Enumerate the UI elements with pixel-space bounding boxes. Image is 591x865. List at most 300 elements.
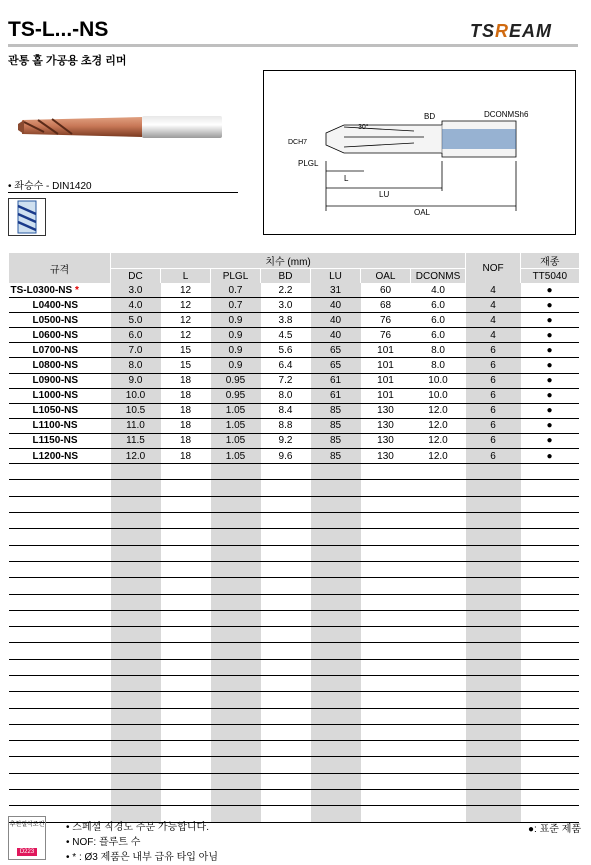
empty-cell xyxy=(411,513,466,529)
row-code xyxy=(9,328,111,343)
table-row xyxy=(9,298,579,313)
empty-cell xyxy=(211,790,261,806)
cell-plgl: 0.9 xyxy=(211,358,261,373)
empty-cell xyxy=(161,741,211,757)
cell-nof: 4 xyxy=(466,298,521,313)
empty-cell xyxy=(466,806,521,822)
row-code-text: L1050-NS xyxy=(32,405,79,417)
empty-cell xyxy=(161,529,211,545)
empty-cell xyxy=(521,741,579,757)
empty-cell xyxy=(111,675,161,691)
empty-cell xyxy=(411,724,466,740)
row-code-text: L1000-NS xyxy=(32,390,79,402)
table-row xyxy=(9,741,579,757)
table-row xyxy=(9,724,579,740)
empty-cell xyxy=(161,773,211,789)
empty-cell xyxy=(521,659,579,675)
table-row xyxy=(9,773,579,789)
cell-bd: 3.8 xyxy=(261,313,311,328)
empty-cell xyxy=(466,692,521,708)
cell-plgl: 1.05 xyxy=(211,403,261,418)
empty-cell xyxy=(161,480,211,496)
cell-nof: 6 xyxy=(466,403,521,418)
cell-plgl: 0.7 xyxy=(211,283,261,298)
empty-cell xyxy=(466,643,521,659)
empty-cell xyxy=(261,773,311,789)
cell-lu: 85 xyxy=(311,403,361,418)
cell-dconms: 10.0 xyxy=(411,373,466,388)
cell-dconms: 12.0 xyxy=(411,449,466,464)
empty-cell xyxy=(161,790,211,806)
cell-dconms: 6.0 xyxy=(411,328,466,343)
empty-cell xyxy=(466,741,521,757)
empty-cell xyxy=(411,464,466,480)
cell-oal: 68 xyxy=(361,298,411,313)
cell-dc: 9.0 xyxy=(111,373,161,388)
empty-cell xyxy=(311,773,361,789)
cell-dc: 11.0 xyxy=(111,418,161,433)
empty-cell xyxy=(411,545,466,561)
cell-bd: 4.5 xyxy=(261,328,311,343)
table-row xyxy=(9,610,579,626)
table-row xyxy=(9,594,579,610)
empty-cell xyxy=(261,480,311,496)
empty-cell xyxy=(161,675,211,691)
l-label: L xyxy=(344,174,349,183)
empty-cell xyxy=(466,627,521,643)
empty-cell xyxy=(261,757,311,773)
empty-cell xyxy=(311,659,361,675)
empty-cell xyxy=(411,757,466,773)
empty-cell xyxy=(521,561,579,577)
empty-cell xyxy=(521,545,579,561)
empty-cell xyxy=(521,692,579,708)
row-code-text: L0800-NS xyxy=(32,360,79,372)
cell-l: 12 xyxy=(161,328,211,343)
cell-dconms: 10.0 xyxy=(411,388,466,403)
empty-cell xyxy=(9,675,111,691)
empty-cell xyxy=(311,643,361,659)
cell-lu: 40 xyxy=(311,328,361,343)
empty-cell xyxy=(466,659,521,675)
empty-cell xyxy=(211,773,261,789)
empty-cell xyxy=(361,790,411,806)
empty-cell xyxy=(111,561,161,577)
oal-label: OAL xyxy=(414,208,431,217)
cell-plgl: 0.95 xyxy=(211,373,261,388)
empty-cell xyxy=(411,529,466,545)
cell-standard: ● xyxy=(521,418,579,433)
empty-cell xyxy=(111,659,161,675)
cell-bd: 3.0 xyxy=(261,298,311,313)
empty-cell xyxy=(211,806,261,822)
grade-column-header: 재종 xyxy=(521,253,579,269)
empty-cell xyxy=(521,790,579,806)
empty-cell xyxy=(311,529,361,545)
empty-cell xyxy=(311,757,361,773)
empty-cell xyxy=(211,480,261,496)
row-code-text: L1100-NS xyxy=(32,420,78,432)
cell-lu: 40 xyxy=(311,298,361,313)
angle-label: 30° xyxy=(358,124,369,131)
cell-bd: 7.2 xyxy=(261,373,311,388)
empty-cell xyxy=(361,545,411,561)
nof-column-header: NOF xyxy=(466,253,521,283)
empty-cell xyxy=(211,675,261,691)
empty-cell xyxy=(361,757,411,773)
empty-cell xyxy=(161,513,211,529)
empty-cell xyxy=(161,496,211,512)
empty-cell xyxy=(261,806,311,822)
empty-cell xyxy=(411,480,466,496)
empty-cell xyxy=(111,513,161,529)
empty-cell xyxy=(111,496,161,512)
empty-cell xyxy=(361,464,411,480)
cutting-conditions-label: 추천절삭조건 xyxy=(9,822,45,828)
empty-cell xyxy=(161,464,211,480)
empty-cell xyxy=(9,659,111,675)
cell-oal: 101 xyxy=(361,358,411,373)
empty-cell xyxy=(9,561,111,577)
empty-cell xyxy=(111,594,161,610)
empty-cell xyxy=(311,578,361,594)
empty-cell xyxy=(111,741,161,757)
cell-plgl: 0.95 xyxy=(211,388,261,403)
row-code xyxy=(9,433,111,448)
empty-cell xyxy=(161,708,211,724)
table-row xyxy=(9,403,579,418)
empty-cell xyxy=(261,496,311,512)
cell-standard: ● xyxy=(521,328,579,343)
empty-cell xyxy=(111,464,161,480)
empty-cell xyxy=(211,692,261,708)
empty-cell xyxy=(411,496,466,512)
cell-l: 18 xyxy=(161,418,211,433)
table-row xyxy=(9,561,579,577)
empty-cell xyxy=(311,692,361,708)
empty-cell xyxy=(9,773,111,789)
row-code xyxy=(9,358,111,373)
empty-cell xyxy=(361,643,411,659)
row-code-text: L1200-NS xyxy=(32,450,79,462)
empty-cell xyxy=(311,708,361,724)
empty-cell xyxy=(311,496,361,512)
empty-cell xyxy=(9,578,111,594)
cell-oal: 60 xyxy=(361,283,411,298)
column-header-plgl: PLGL xyxy=(211,269,261,284)
grade-value-header: TT5040 xyxy=(521,269,579,284)
cell-standard: ● xyxy=(521,298,579,313)
empty-cell xyxy=(161,594,211,610)
empty-cell xyxy=(466,757,521,773)
empty-cell xyxy=(311,806,361,822)
empty-cell xyxy=(466,773,521,789)
empty-cell xyxy=(211,464,261,480)
empty-cell xyxy=(9,692,111,708)
cell-l: 12 xyxy=(161,298,211,313)
cell-nof: 6 xyxy=(466,343,521,358)
cell-nof: 6 xyxy=(466,433,521,448)
cell-lu: 61 xyxy=(311,373,361,388)
table-row xyxy=(9,418,579,433)
cell-lu: 85 xyxy=(311,433,361,448)
empty-cell xyxy=(466,724,521,740)
row-code xyxy=(9,388,111,403)
empty-cell xyxy=(261,643,311,659)
page-subtitle: 관통 홀 가공용 초경 리머 xyxy=(8,55,127,67)
empty-cell xyxy=(211,627,261,643)
empty-cell xyxy=(411,561,466,577)
empty-cell xyxy=(9,643,111,659)
empty-cell xyxy=(411,806,466,822)
row-code xyxy=(9,283,111,298)
empty-cell xyxy=(361,724,411,740)
empty-cell xyxy=(311,627,361,643)
cell-dconms: 12.0 xyxy=(411,433,466,448)
spec-table xyxy=(8,253,579,823)
empty-cell xyxy=(411,692,466,708)
empty-cell xyxy=(161,610,211,626)
logo-part: R xyxy=(495,21,510,41)
empty-cell xyxy=(211,513,261,529)
empty-cell xyxy=(361,627,411,643)
cell-plgl: 1.05 xyxy=(211,449,261,464)
empty-cell xyxy=(111,545,161,561)
empty-cell xyxy=(9,724,111,740)
empty-cell xyxy=(521,513,579,529)
empty-cell xyxy=(411,773,466,789)
cell-oal: 101 xyxy=(361,388,411,403)
empty-cell xyxy=(9,496,111,512)
empty-cell xyxy=(161,659,211,675)
empty-cell xyxy=(111,790,161,806)
spec-column-header: 규격 xyxy=(9,253,111,283)
cell-nof: 6 xyxy=(466,449,521,464)
empty-cell xyxy=(161,643,211,659)
cell-nof: 4 xyxy=(466,313,521,328)
cell-l: 12 xyxy=(161,313,211,328)
empty-cell xyxy=(411,643,466,659)
empty-cell xyxy=(211,708,261,724)
cutting-conditions-box xyxy=(8,816,46,860)
empty-cell xyxy=(521,643,579,659)
empty-cell xyxy=(211,496,261,512)
empty-cell xyxy=(466,594,521,610)
empty-cell xyxy=(311,480,361,496)
bd-label: BD xyxy=(424,112,436,121)
empty-cell xyxy=(361,741,411,757)
cell-dc: 10.0 xyxy=(111,388,161,403)
row-star-mark: * xyxy=(74,284,79,296)
empty-cell xyxy=(9,790,111,806)
empty-cell xyxy=(411,790,466,806)
empty-cell xyxy=(161,627,211,643)
empty-cell xyxy=(261,659,311,675)
table-row xyxy=(9,373,579,388)
row-code xyxy=(9,449,111,464)
cell-oal: 130 xyxy=(361,403,411,418)
cell-nof: 6 xyxy=(466,388,521,403)
empty-cell xyxy=(521,529,579,545)
empty-cell xyxy=(111,627,161,643)
cell-bd: 9.6 xyxy=(261,449,311,464)
row-code-text: L0400-NS xyxy=(32,299,79,311)
table-row xyxy=(9,708,579,724)
empty-cell xyxy=(261,724,311,740)
cell-oal: 130 xyxy=(361,418,411,433)
logo-part: TS xyxy=(470,21,496,41)
cell-standard: ● xyxy=(521,403,579,418)
empty-cell xyxy=(9,610,111,626)
footer-note: • NOF: 플루트 수 xyxy=(66,837,141,848)
empty-cell xyxy=(9,480,111,496)
cell-plgl: 0.9 xyxy=(211,313,261,328)
empty-cell xyxy=(311,464,361,480)
empty-cell xyxy=(521,675,579,691)
cell-l: 18 xyxy=(161,373,211,388)
empty-cell xyxy=(211,741,261,757)
cell-plgl: 1.05 xyxy=(211,418,261,433)
column-header-dc: DC xyxy=(111,269,161,284)
cell-lu: 40 xyxy=(311,313,361,328)
legend-note: ●: 표준 제품 xyxy=(528,824,582,835)
empty-cell xyxy=(311,513,361,529)
empty-cell xyxy=(261,692,311,708)
empty-cell xyxy=(361,578,411,594)
cell-oal: 130 xyxy=(361,449,411,464)
spec-table-body xyxy=(9,283,579,822)
empty-cell xyxy=(9,464,111,480)
cell-standard: ● xyxy=(521,283,579,298)
cell-plgl: 1.05 xyxy=(211,433,261,448)
cell-standard: ● xyxy=(521,373,579,388)
cell-lu: 85 xyxy=(311,449,361,464)
cell-dconms: 8.0 xyxy=(411,358,466,373)
cell-oal: 101 xyxy=(361,373,411,388)
empty-cell xyxy=(361,708,411,724)
cell-lu: 65 xyxy=(311,358,361,373)
cell-l: 18 xyxy=(161,449,211,464)
empty-cell xyxy=(311,790,361,806)
cell-bd: 5.6 xyxy=(261,343,311,358)
cell-bd: 8.4 xyxy=(261,403,311,418)
cell-standard: ● xyxy=(521,313,579,328)
empty-cell xyxy=(111,610,161,626)
row-code xyxy=(9,343,111,358)
empty-cell xyxy=(521,496,579,512)
footer-note: • * : Ø3 제품은 내부 급유 타입 아님 xyxy=(66,852,218,863)
table-row xyxy=(9,578,579,594)
left-hand-spiral-icon xyxy=(8,198,46,236)
empty-cell xyxy=(111,643,161,659)
cell-dconms: 12.0 xyxy=(411,403,466,418)
empty-cell xyxy=(361,496,411,512)
empty-cell xyxy=(411,675,466,691)
empty-cell xyxy=(521,724,579,740)
empty-cell xyxy=(361,529,411,545)
empty-cell xyxy=(311,561,361,577)
cell-nof: 4 xyxy=(466,328,521,343)
cell-l: 18 xyxy=(161,433,211,448)
empty-cell xyxy=(521,773,579,789)
empty-cell xyxy=(9,708,111,724)
lu-label: LU xyxy=(379,190,390,199)
empty-cell xyxy=(211,545,261,561)
empty-cell xyxy=(311,545,361,561)
row-code xyxy=(9,373,111,388)
empty-cell xyxy=(411,741,466,757)
empty-cell xyxy=(9,594,111,610)
empty-cell xyxy=(111,480,161,496)
empty-cell xyxy=(261,594,311,610)
empty-cell xyxy=(9,627,111,643)
reamer-tool-image xyxy=(14,112,224,142)
table-row xyxy=(9,449,579,464)
footer-notes xyxy=(66,820,218,865)
empty-cell xyxy=(311,594,361,610)
empty-cell xyxy=(466,496,521,512)
empty-cell xyxy=(361,513,411,529)
empty-cell xyxy=(161,561,211,577)
table-row xyxy=(9,496,579,512)
dims-column-header: 치수 (mm) xyxy=(111,253,466,269)
empty-cell xyxy=(361,594,411,610)
cell-standard: ● xyxy=(521,358,579,373)
empty-cell xyxy=(466,610,521,626)
empty-cell xyxy=(211,724,261,740)
table-row xyxy=(9,343,579,358)
cell-dc: 7.0 xyxy=(111,343,161,358)
cell-lu: 85 xyxy=(311,418,361,433)
cell-nof: 6 xyxy=(466,418,521,433)
empty-cell xyxy=(161,724,211,740)
cell-dc: 4.0 xyxy=(111,298,161,313)
row-code-text: L0900-NS xyxy=(32,375,79,387)
empty-cell xyxy=(261,627,311,643)
table-row xyxy=(9,328,579,343)
empty-cell xyxy=(111,773,161,789)
plgl-label: PLGL xyxy=(298,159,319,168)
column-header-lu: LU xyxy=(311,269,361,284)
title-divider xyxy=(8,44,578,47)
cell-dconms: 12.0 xyxy=(411,418,466,433)
cell-dc: 12.0 xyxy=(111,449,161,464)
empty-cell xyxy=(161,692,211,708)
table-row xyxy=(9,529,579,545)
cell-l: 12 xyxy=(161,283,211,298)
empty-cell xyxy=(211,578,261,594)
table-row xyxy=(9,464,579,480)
cell-l: 15 xyxy=(161,343,211,358)
table-row xyxy=(9,545,579,561)
empty-cell xyxy=(261,513,311,529)
empty-cell xyxy=(521,708,579,724)
cell-dc: 5.0 xyxy=(111,313,161,328)
empty-cell xyxy=(311,675,361,691)
row-code-text: L1150-NS xyxy=(32,435,78,447)
cell-oal: 101 xyxy=(361,343,411,358)
cell-lu: 65 xyxy=(311,343,361,358)
column-header-l: L xyxy=(161,269,211,284)
empty-cell xyxy=(466,790,521,806)
table-row xyxy=(9,480,579,496)
empty-cell xyxy=(9,513,111,529)
table-row xyxy=(9,513,579,529)
empty-cell xyxy=(9,741,111,757)
empty-cell xyxy=(261,675,311,691)
cell-bd: 8.0 xyxy=(261,388,311,403)
cell-oal: 130 xyxy=(361,433,411,448)
